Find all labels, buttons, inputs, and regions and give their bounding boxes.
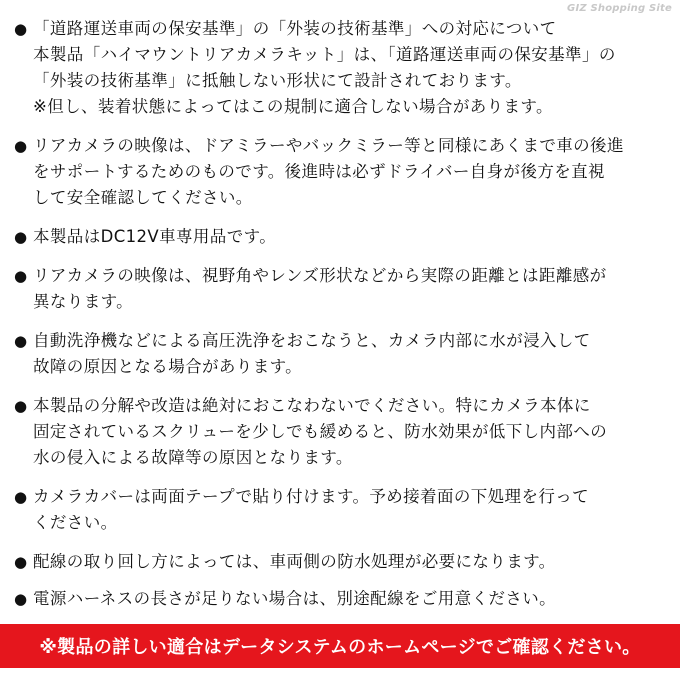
precautions-list <box>14 16 670 623</box>
note-item-disassembly <box>14 393 670 471</box>
banner-text: ※製品の詳しい適合はデータシステムのホームページでご確認ください。 <box>39 637 641 658</box>
note-line: 配線の取り回し方によっては、車両側の防水処理が必要になります。 <box>33 552 556 571</box>
site-watermark: GIZ Shopping Site <box>567 3 672 14</box>
note-line: リアカメラの映像は、ドアミラーやバックミラー等と同様にあくまで車の後進 <box>33 136 624 155</box>
note-item-dc12v <box>14 224 670 250</box>
note-line: ください。 <box>33 513 118 532</box>
bullet-icon: ● <box>14 228 28 246</box>
note-line: して安全確認してください。 <box>33 188 253 207</box>
bullet-icon: ● <box>14 137 28 155</box>
note-item-camera-support <box>14 133 670 211</box>
note-line: ※但し、装着状態によってはこの規制に適合しない場合があります。 <box>33 97 553 116</box>
bullet-icon: ● <box>14 590 28 608</box>
note-line: カメラカバーは両面テープで貼り付けます。予め接着面の下処理を行って <box>33 487 590 506</box>
bullet-icon: ● <box>14 20 28 38</box>
note-item-wiring-waterproof <box>14 549 670 575</box>
note-line: 自動洗浄機などによる高圧洗浄をおこなうと、カメラ内部に水が浸入して <box>33 331 591 350</box>
bullet-icon: ● <box>14 553 28 571</box>
note-line: 固定されているスクリューを少しでも緩めると、防水効果が低下し内部への <box>33 422 608 441</box>
note-item-power-harness <box>14 586 670 612</box>
bullet-icon: ● <box>14 488 28 506</box>
note-line: 異なります。 <box>33 292 134 311</box>
note-line: をサポートするためのものです。後進時は必ずドライバー自身が後方を直視 <box>33 162 605 181</box>
bullet-icon: ● <box>14 332 28 350</box>
bullet-icon: ● <box>14 267 28 285</box>
note-line: 本製品はDC12V車専用品です。 <box>33 227 277 246</box>
compatibility-banner <box>0 624 680 668</box>
note-line: 電源ハーネスの長さが足りない場合は、別途配線をご用意ください。 <box>33 589 557 608</box>
note-line: 本製品「ハイマウントリアカメラキット」は、「道路運送車両の保安基準」の <box>33 45 616 64</box>
note-line: 「外装の技術基準」に抵触しない形状にて設計されております。 <box>33 71 522 90</box>
note-line: 「道路運送車両の保安基準」の「外装の技術基準」への対応について <box>33 19 557 38</box>
note-item-distance-perception <box>14 263 670 315</box>
note-line: リアカメラの映像は、視野角やレンズ形状などから実際の距離とは距離感が <box>33 266 607 285</box>
note-line: 故障の原因となる場合があります。 <box>33 357 303 376</box>
note-item-safety-standard <box>14 16 670 120</box>
note-line: 本製品の分解や改造は絶対におこなわないでください。特にカメラ本体に <box>33 396 591 415</box>
note-item-camera-cover <box>14 484 670 536</box>
note-item-high-pressure-wash <box>14 328 670 380</box>
note-line: 水の侵入による故障等の原因となります。 <box>33 448 353 467</box>
bullet-icon: ● <box>14 397 28 415</box>
